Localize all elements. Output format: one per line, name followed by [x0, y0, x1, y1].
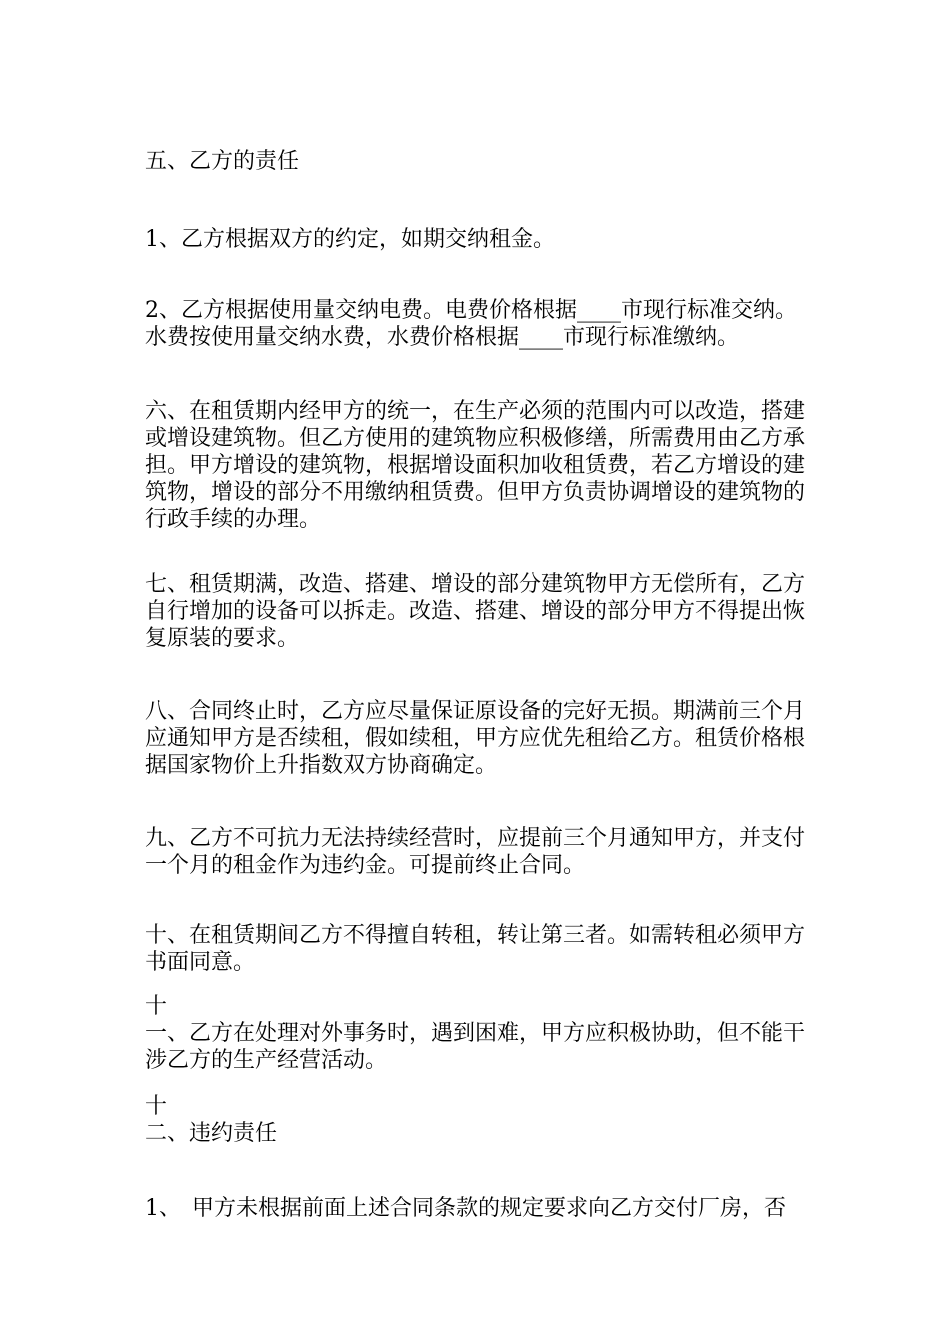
- clause-12-item-1: 1、 甲方未根据前面上述合同条款的规定要求向乙方交付厂房，否: [145, 1196, 786, 1221]
- clause-11: 十 一、乙方在处理对外事务时，遇到困难，甲方应积极协助，但不能干涉乙方的生产经营活动。: [145, 994, 806, 1073]
- clause-12-heading: 十 二、违约责任: [145, 1094, 278, 1146]
- clause-6: 六、在租赁期内经甲方的统一，在生产必须的范围内可以改造，搭建或增设建筑物。但乙方使用的建筑物应积极修缮，所需费用由乙方承担。甲方增设的建筑物，根据增设面积加收租赁费，若乙方增设的建筑物，增设的部分不用缴纳租赁费。但甲方负责协调增设的建筑物的行政手续的办理。: [145, 399, 806, 532]
- clause-10: 十、在租赁期间乙方不得擅自转租，转让第三者。如需转租必须甲方书面同意。: [145, 923, 806, 975]
- clause-5-item-2: 2、乙方根据使用量交纳电费。电费价格根据____市现行标准交纳。水费按使用量交纳水费，水费价格根据____市现行标准缴纳。: [145, 298, 797, 350]
- clause-5-item-1: 1、乙方根据双方的约定，如期交纳租金。: [145, 227, 555, 252]
- clause-7: 七、租赁期满，改造、搭建、增设的部分建筑物甲方无偿所有，乙方自行增加的设备可以拆走。改造、搭建、增设的部分甲方不得提出恢复原装的要求。: [145, 572, 806, 651]
- clause-9: 九、乙方不可抗力无法持续经营时，应提前三个月通知甲方，并支付一个月的租金作为违约金。可提前终止合同。: [145, 826, 806, 878]
- section-heading-5: 五、乙方的责任: [145, 149, 300, 174]
- clause-8: 八、合同终止时，乙方应尽量保证原设备的完好无损。期满前三个月应通知甲方是否续租，假如续租，甲方应优先租给乙方。租赁价格根据国家物价上升指数双方协商确定。: [145, 699, 806, 778]
